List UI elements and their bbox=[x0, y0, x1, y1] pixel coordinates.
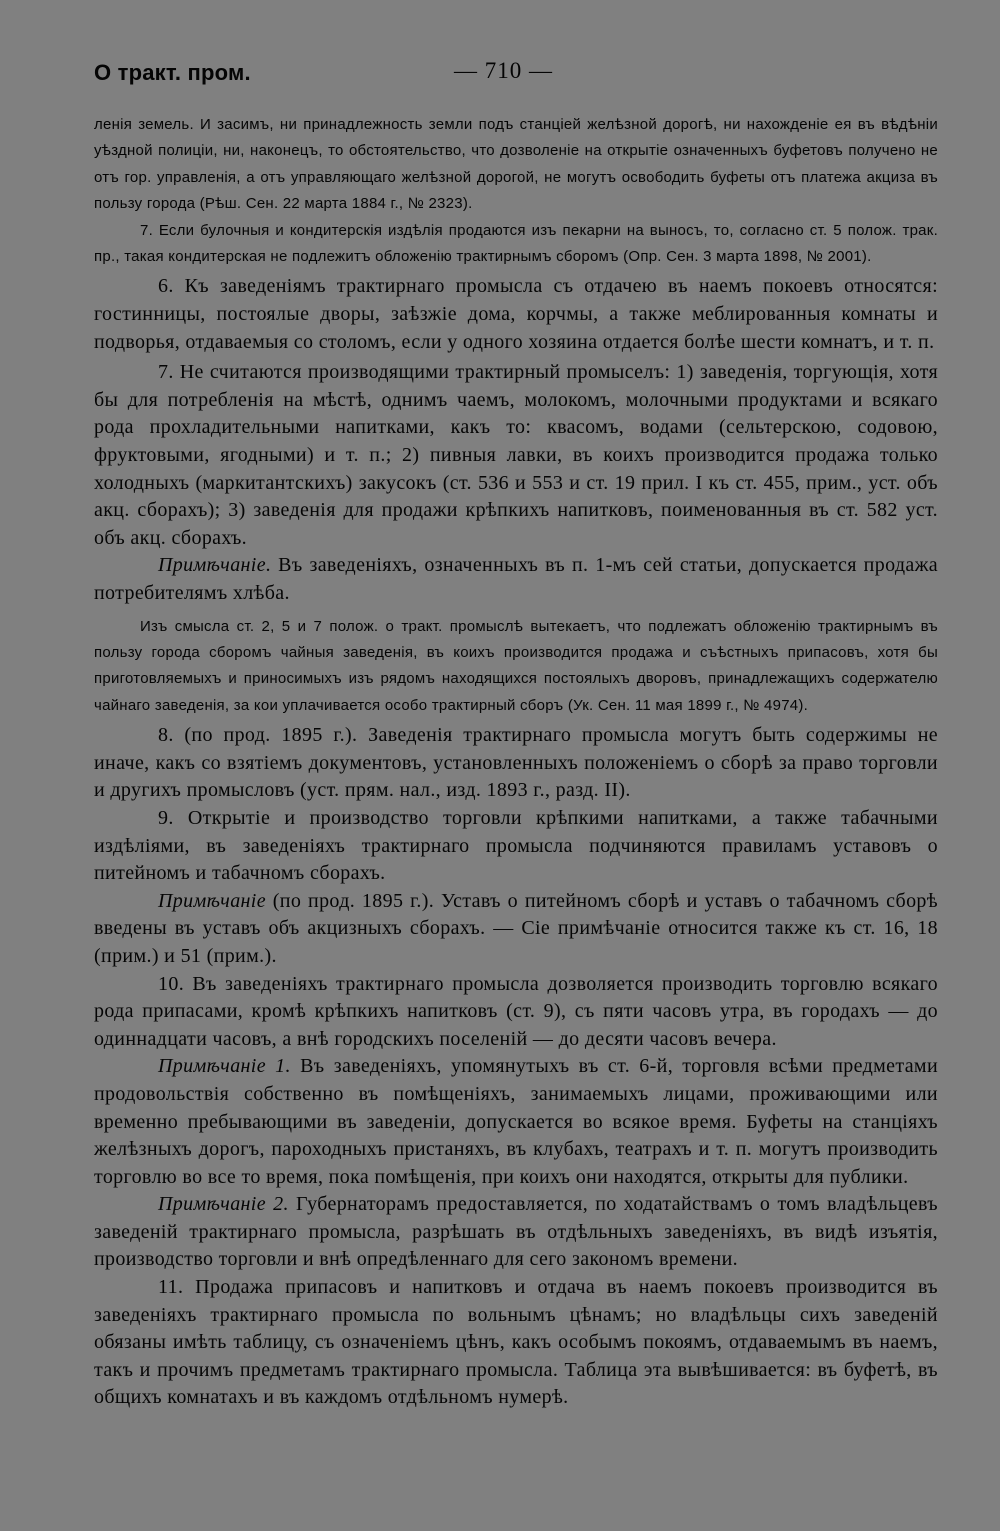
article-10: 10. Въ заведеніяхъ трактирнаго промысла дозволяется производить торговлю всякаго рода припасами, кромѣ крѣпкихъ напитковъ (ст. 9), съ пяти часовъ утра, въ городахъ — до одиннадцати часовъ, а внѣ городскихъ поселеній — до десяти часовъ вечера. bbox=[94, 972, 938, 1050]
article-7-note: Примѣчаніе. Въ заведеніяхъ, означенныхъ въ п. 1-мъ сей статьи, допускается продажа потребителямъ хлѣба. bbox=[94, 554, 938, 604]
article-7: 7. Не считаются производящими трактирный промыселъ: 1) заведенія, торгующія, хотя бы для потребленія на мѣстѣ, однимъ чаемъ, молокомъ, молочными продуктами и всякаго рода прохладительными напитками, какъ то: квасомъ, водами (сельтерскою, содовою, фруктовыми, ягодными) и т. п.; 2) пивныя лавки, въ коихъ производится продажа только холодныхъ (маркитантскихъ) закусокъ (ст. 536 и 553 и ст. 19 прил. I къ ст. 455, прим., уст. объ акц. сборахъ); 3) заведенія для продажи крѣпкихъ напитковъ, поименованныя въ ст. 582 уст. объ акц. сборахъ. bbox=[94, 361, 938, 549]
note-label: Примѣчаніе 2. bbox=[158, 1193, 289, 1216]
note-label: Примѣчаніе bbox=[158, 889, 266, 912]
article-10-note-2: Примѣчаніе 2. Губернаторамъ предоставляется, по ходатайствамъ о томъ владѣльцевъ заведеній трактирнаго промысла, разрѣшать въ отдѣльныхъ заведеніяхъ, въ видѣ изъятія, производство торговли и внѣ опредѣленнаго для сего закономъ времени. bbox=[94, 1193, 938, 1271]
page-number: — 710 — bbox=[454, 58, 553, 83]
running-header bbox=[94, 56, 938, 96]
paragraph-continuation: ленія земель. И засимъ, ни принадлежность земли подъ станціей желѣзной дорогѣ, ни нахожденіе ея въ вѣдѣніи уѣздной полиціи, ни, наконецъ, то обстоятельство, что дозволеніе на открытіе означенныхъ буфетовъ получено не отъ гор. управленія, а отъ управляющаго желѣзной дорогой, не могутъ освободить буфеты отъ платежа акциза въ пользу города (Рѣш. Сен. 22 марта 1884 г., № 2323). bbox=[94, 116, 938, 213]
document-body bbox=[94, 112, 938, 1412]
section-title: О тракт. пром. bbox=[94, 60, 251, 85]
paragraph-commentary: Изъ смысла ст. 2, 5 и 7 полож. о тракт. промыслѣ вытекаетъ, что подлежатъ обложенію трактирнымъ въ пользу города сборомъ чайныя заведенія, въ коихъ производится продажа и съѣстныхъ припасовъ, хотя бы приготовляемыхъ и приносимыхъ изъ рядомъ находящихся постоялыхъ дворовъ, принадлежащихъ содержателю чайнаго заведенія, за кои уплачивается особо трактирный сборъ (Ук. Сен. 11 мая 1899 г., № 4974). bbox=[94, 617, 938, 714]
article-9-note: Примѣчаніе (по прод. 1895 г.). Уставъ о питейномъ сборѣ и уставъ о табачномъ сборѣ введены въ уставъ объ акцизныхъ сборахъ. — Сіе примѣчаніе относится также къ ст. 16, 18 (прим.) и 51 (прим.). bbox=[94, 889, 938, 967]
article-8: 8. (по прод. 1895 г.). Заведенія трактирнаго промысла могутъ быть содержимы не иначе, какъ со взятіемъ документовъ, установленныхъ положеніемъ о сборѣ за право торговли и другихъ промысловъ (уст. прям. нал., изд. 1893 г., разд. II). bbox=[94, 724, 938, 802]
note-label: Примѣчаніе. bbox=[158, 554, 272, 577]
article-9: 9. Открытіе и производство торговли крѣпкими напитками, а также табачными издѣліями, въ заведеніяхъ трактирнаго промысла подчиняются правиламъ уставовъ о питейномъ и табачномъ сборахъ. bbox=[94, 806, 938, 885]
note-label: Примѣчаніе 1. bbox=[158, 1055, 291, 1078]
article-10-note-1: Примѣчаніе 1. Въ заведеніяхъ, упомянутыхъ въ ст. 6-й, торговля всѣми предметами продовольствія собственно въ помѣщеніяхъ, занимаемыхъ лицами, проживающими или временно пребывающими въ заведеніи, допускается во всякое время. Буфеты на станціяхъ желѣзныхъ дорогъ, пароходныхъ пристаняхъ, въ клубахъ, театрахъ и т. п. могутъ производить торговлю во все то время, пока помѣщенія, при коихъ они находятся, открыты для публики. bbox=[94, 1055, 938, 1188]
article-11: 11. Продажа припасовъ и напитковъ и отдача въ наемъ покоевъ производится въ заведеніяхъ трактирнаго промысла по вольнымъ цѣнамъ; но владѣльцы сихъ заведеній обязаны имѣть таблицу, съ означеніемъ цѣнъ, какъ особымъ покоямъ, отдаваемымъ въ наемъ, такъ и прочимъ предметамъ трактирнаго промысла. Таблица эта вывѣшивается: въ буфетѣ, въ общихъ комнатахъ и въ каждомъ отдѣльномъ нумерѣ. bbox=[94, 1276, 938, 1409]
paragraph-commentary: 7. Если булочныя и кондитерскія издѣлія продаются изъ пекарни на выносъ, то, согласно ст. 5 полож. трак. пр., такая кондитерская не подлежитъ обложенію трактирнымъ сборомъ (Опр. Сен. 3 марта 1898, № 2001). bbox=[94, 221, 938, 266]
article-6: 6. Къ заведеніямъ трактирнаго промысла съ отдачею въ наемъ покоевъ относятся: гостинницы, постоялые дворы, заѣзжіе дома, корчмы, а также меблированныя комнаты и подворья, отдаваемыя со столомъ, если у одного хозяина отдается болѣе шести комнатъ, и т. п. bbox=[94, 275, 938, 353]
